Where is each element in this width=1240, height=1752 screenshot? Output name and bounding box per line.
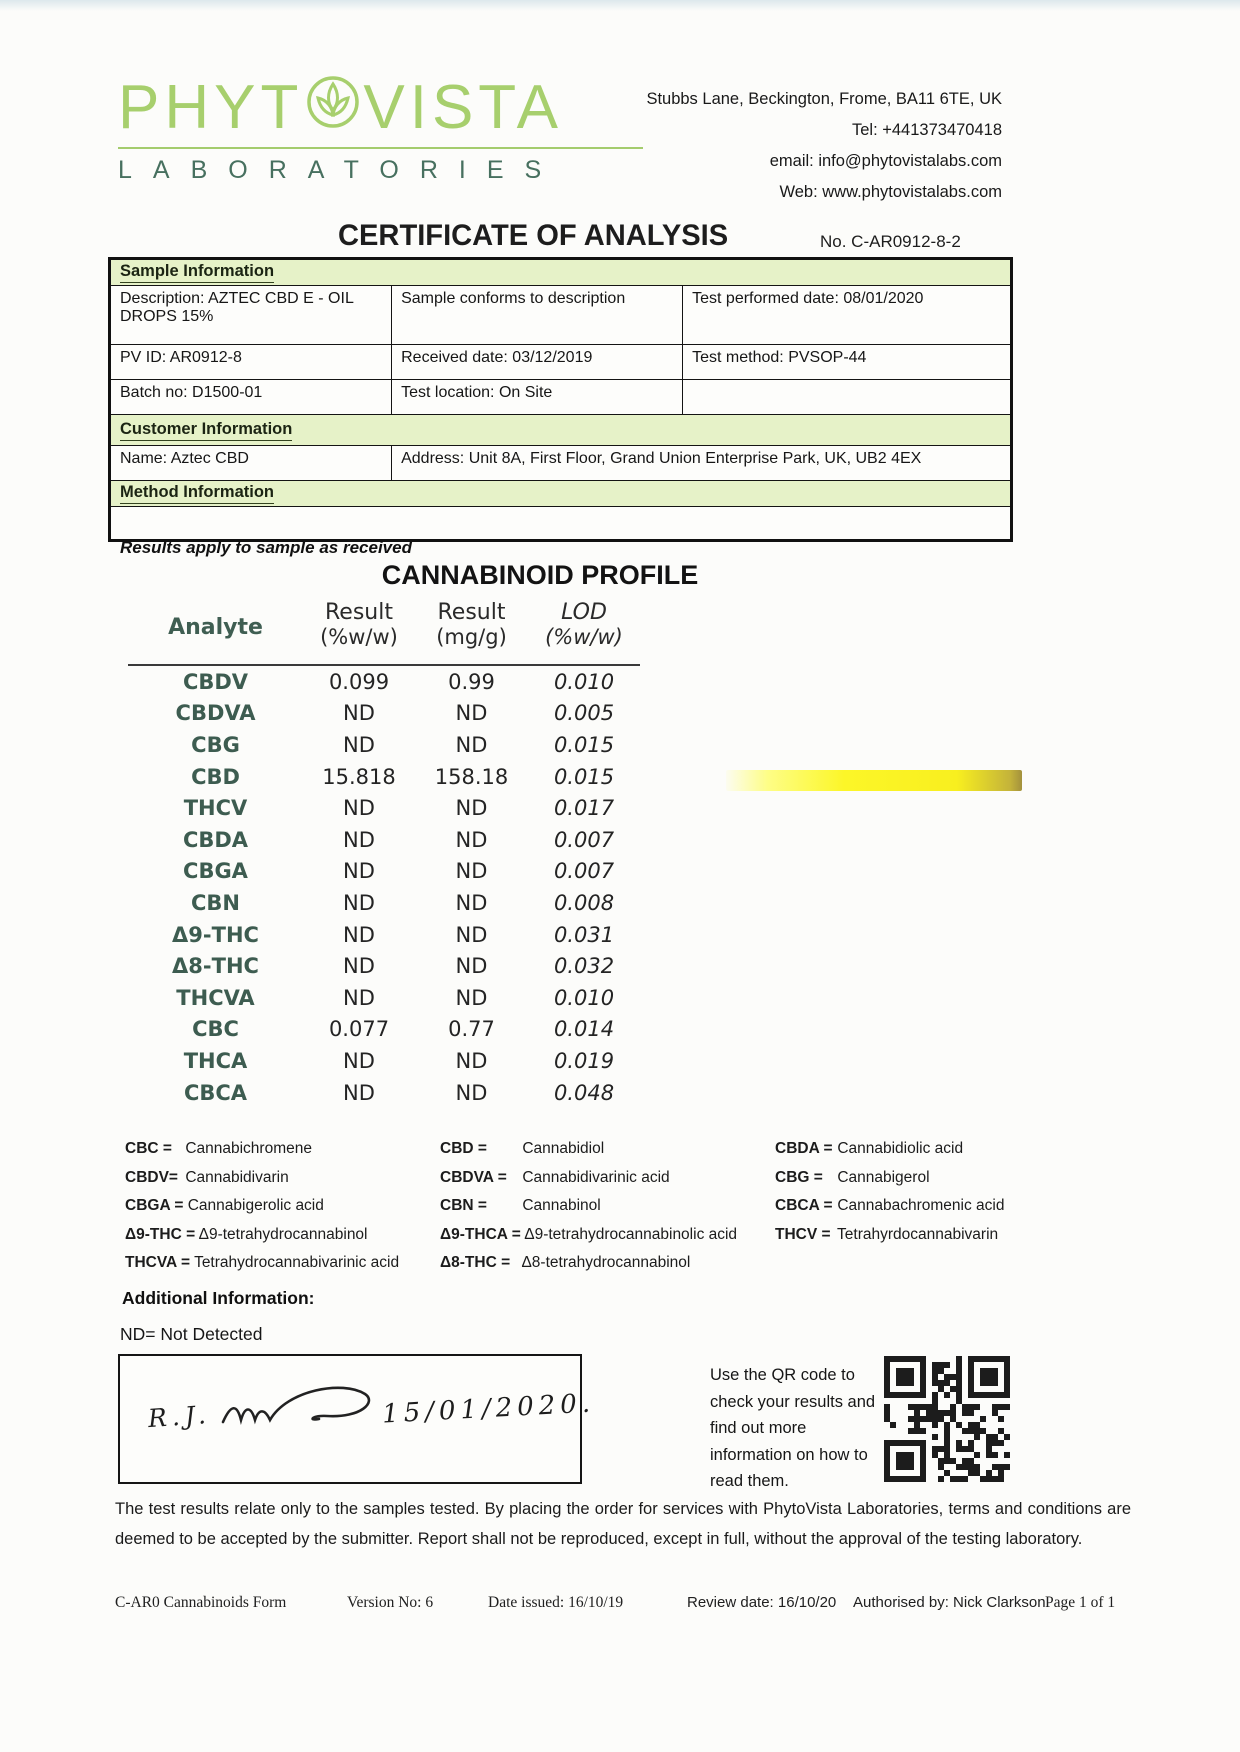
legend-item: THCVA = Tetrahydrocannabivarinic acid — [125, 1254, 400, 1271]
result-mgg-value: ND — [455, 1048, 488, 1073]
result-mgg-column-header: Result (mg/g) — [415, 600, 528, 665]
footer-page-number: Page 1 of 1 — [1045, 1594, 1116, 1611]
result-pct-value: 0.077 — [328, 1017, 390, 1042]
received-date: Received date: 03/12/2019 — [392, 345, 683, 380]
certificate-number: No. C-AR0912-8-2 — [820, 232, 961, 251]
empty-cell — [683, 380, 1012, 415]
legend-item: CBCA = Cannabachromenic acid — [775, 1197, 1005, 1214]
lod-value: 0.048 — [553, 1080, 615, 1105]
lod-value: 0.005 — [553, 701, 615, 726]
result-mgg-value: 0.77 — [448, 1017, 495, 1042]
analyte-row — [128, 950, 640, 982]
result-pct-value: ND — [343, 732, 375, 757]
highlighter-mark — [726, 770, 1022, 791]
analyte-row — [128, 824, 640, 856]
disclaimer-text: The test results relate only to the samples tested. By placing the order for services with PhytoVista Laboratories, terms and conditions are deemed to be accepted by the submitter. Report shall not be reproduced, except in full, without the approval of the testing laboratory. — [115, 1500, 1131, 1548]
result-pct-value: ND — [343, 827, 375, 852]
analyte-name: CBD — [191, 764, 240, 789]
result-pct-value: ND — [343, 954, 375, 979]
analyte-name: Δ8-THC — [172, 954, 259, 979]
legend-item: CBDA = Cannabidiolic acid — [775, 1140, 964, 1157]
lod-value: 0.017 — [553, 796, 615, 821]
result-mgg-value: 158.18 — [434, 764, 509, 789]
logo-divider-rule — [118, 147, 643, 149]
analyte-row — [128, 856, 640, 888]
method-info-header-row — [110, 481, 1012, 507]
test-method: Test method: PVSOP-44 — [683, 345, 1012, 380]
additional-info-title: Additional Information: — [122, 1288, 315, 1308]
lab-address: Stubbs Lane, Beckington, Frome, BA11 6TE, UK — [646, 90, 1002, 108]
analyte-row — [128, 665, 640, 698]
analyte-row — [128, 982, 640, 1014]
analyte-row — [128, 919, 640, 951]
result-pct-value: ND — [343, 859, 375, 884]
lod-value: 0.014 — [553, 1017, 615, 1042]
analyte-row — [128, 729, 640, 761]
legend-item: CBC = Cannabichromene — [125, 1140, 312, 1157]
signature-scribble — [215, 1374, 390, 1449]
footer-date-issued: Date issued: 16/10/19 — [488, 1594, 624, 1611]
legend-item: Δ9-THCA = Δ9-tetrahydrocannabinolic acid — [440, 1225, 738, 1243]
result-pct-value: ND — [343, 985, 375, 1010]
analyte-row — [128, 761, 640, 793]
result-mgg-value: ND — [455, 827, 488, 852]
legend-item: CBD = Cannabidiol — [440, 1140, 605, 1157]
logo-text-right: VISTA — [363, 72, 563, 142]
result-pct-value: ND — [343, 890, 375, 915]
analyte-name: CBC — [192, 1017, 239, 1042]
phytovista-logo — [118, 74, 643, 185]
legend-item: Δ9-THC = Δ9-tetrahydrocannabinol — [125, 1225, 368, 1243]
sample-conformity: Sample conforms to description — [392, 286, 683, 345]
lod-value: 0.008 — [553, 890, 615, 915]
lod-value: 0.015 — [553, 764, 615, 789]
sample-info-table — [108, 257, 1013, 542]
analyte-name: CBN — [191, 890, 240, 915]
analyte-row — [128, 1045, 640, 1077]
lod-value: 0.010 — [553, 985, 615, 1010]
logo-text-left: PHYT — [118, 72, 304, 142]
lod-value: 0.032 — [553, 954, 615, 979]
lab-phone: Tel: +441373470418 — [851, 121, 1002, 139]
result-mgg-value: ND — [455, 701, 488, 726]
result-mgg-value: ND — [455, 1080, 488, 1105]
empty-cell — [110, 507, 1012, 541]
result-pct-value: ND — [343, 701, 375, 726]
analyte-name: CBG — [191, 732, 240, 757]
analyte-name: THCVA — [176, 985, 255, 1010]
result-pct-value: 0.099 — [328, 669, 390, 694]
lod-value: 0.010 — [553, 669, 615, 694]
result-mgg-value: ND — [455, 890, 488, 915]
lod-value: 0.031 — [553, 922, 615, 947]
lod-value: 0.007 — [553, 827, 615, 852]
customer-address: Address: Unit 8A, First Floor, Grand Union Enterprise Park, UK, UB2 4EX — [392, 446, 1012, 481]
abbreviation-legend-col3 — [775, 1140, 1004, 1254]
table-row — [110, 286, 1012, 345]
footer-review-date: Review date: 16/10/20 — [687, 1594, 837, 1611]
lotus-flower-icon — [305, 74, 361, 141]
legend-item: CBGA = Cannabigerolic acid — [125, 1197, 324, 1214]
result-mgg-value: ND — [455, 985, 488, 1010]
legend-item: Δ8-THC = Δ8-tetrahydrocannabinol — [440, 1254, 691, 1271]
result-mgg-value: ND — [455, 922, 488, 947]
customer-name: Name: Aztec CBD — [110, 446, 392, 481]
result-pct-column-header: Result (%w/w) — [303, 600, 415, 665]
table-row — [110, 507, 1012, 541]
test-location: Test location: On Site — [392, 380, 683, 415]
table-row — [110, 345, 1012, 380]
analyte-row — [128, 1014, 640, 1046]
lod-value: 0.007 — [553, 859, 615, 884]
footer-form-name: C-AR0 Cannabinoids Form — [115, 1594, 287, 1611]
legend-item: CBDVA = Cannabidivarinic acid — [440, 1168, 670, 1186]
lab-email: email: info@phytovistalabs.com — [769, 152, 1002, 170]
lab-website: Web: www.phytovistalabs.com — [779, 183, 1002, 201]
test-performed-date: Test performed date: 08/01/2020 — [683, 286, 1012, 345]
table-row — [110, 380, 1012, 415]
result-pct-value: ND — [343, 922, 375, 947]
abbreviation-legend-col1 — [125, 1140, 399, 1283]
lod-column-header: LOD (%w/w) — [528, 600, 640, 665]
analyte-name: CBCA — [183, 1080, 248, 1105]
legend-item: CBDV= Cannabidivarin — [125, 1168, 289, 1186]
abbreviation-legend-col2 — [440, 1140, 737, 1283]
legend-item: CBG = Cannabigerol — [775, 1168, 930, 1186]
cannabinoid-profile-table — [128, 600, 640, 1108]
signature-date: 15/01/2020. — [381, 1388, 596, 1430]
legend-item: CBN = Cannabinol — [440, 1197, 601, 1214]
sample-info-header-row — [110, 259, 1012, 286]
result-mgg-value: ND — [455, 732, 488, 757]
analyte-row — [128, 698, 640, 730]
legend-item: THCV = Tetrahyrdocannabivarin — [775, 1225, 999, 1243]
customer-info-header-row — [110, 415, 1012, 446]
analyte-name: CBGA — [183, 859, 248, 884]
signature-initials: R.J. — [147, 1399, 212, 1434]
footer-version: Version No: 6 — [347, 1594, 434, 1611]
result-mgg-value: ND — [455, 796, 488, 821]
document-title: CERTIFICATE OF ANALYSIS — [338, 219, 729, 252]
lod-value: 0.015 — [553, 732, 615, 757]
analyte-name: THCA — [183, 1048, 248, 1073]
result-mgg-value: ND — [455, 859, 488, 884]
scan-artifact-strip — [0, 0, 1240, 11]
result-mgg-value: 0.99 — [448, 669, 495, 694]
analyte-name: CBDV — [182, 669, 249, 694]
qr-caption: Use the QR code to check your results and find out more information on how to read them. — [710, 1366, 876, 1490]
customer-info-title: Customer Information — [120, 420, 292, 441]
batch-number: Batch no: D1500-01 — [110, 380, 392, 415]
pv-id: PV ID: AR0912-8 — [110, 345, 392, 380]
lod-value: 0.019 — [553, 1048, 615, 1073]
profile-header-row — [128, 600, 640, 665]
result-pct-value: ND — [343, 796, 375, 821]
method-info-title: Method Information — [120, 483, 274, 504]
analyte-row — [128, 1077, 640, 1109]
logo-subtitle: LABORATORIES — [118, 156, 563, 184]
results-note: Results apply to sample as received — [120, 538, 412, 557]
result-pct-value: 15.818 — [322, 764, 396, 789]
result-pct-value: ND — [343, 1080, 375, 1105]
cannabinoid-profile-title: CANNABINOID PROFILE — [381, 560, 699, 590]
analyte-row — [128, 792, 640, 824]
analyte-name: THCV — [183, 796, 248, 821]
qr-code — [884, 1356, 1010, 1482]
analyte-row — [128, 887, 640, 919]
analyte-column-header: Analyte — [128, 600, 303, 665]
lab-contact-block — [646, 84, 1002, 208]
nd-definition: ND= Not Detected — [120, 1324, 263, 1344]
result-mgg-value: ND — [455, 954, 488, 979]
analyte-name: CBDA — [182, 827, 249, 852]
logo-wordmark — [118, 74, 643, 141]
footer-authorised-by: Authorised by: Nick Clarkson — [853, 1594, 1046, 1611]
signature-box — [118, 1354, 596, 1484]
analyte-name: CBDVA — [175, 701, 256, 726]
analyte-name: Δ9-THC — [172, 922, 259, 947]
result-pct-value: ND — [343, 1048, 375, 1073]
table-row — [110, 446, 1012, 481]
sample-description: Description: AZTEC CBD E - OIL DROPS 15% — [110, 286, 392, 345]
sample-info-title: Sample Information — [120, 262, 274, 283]
